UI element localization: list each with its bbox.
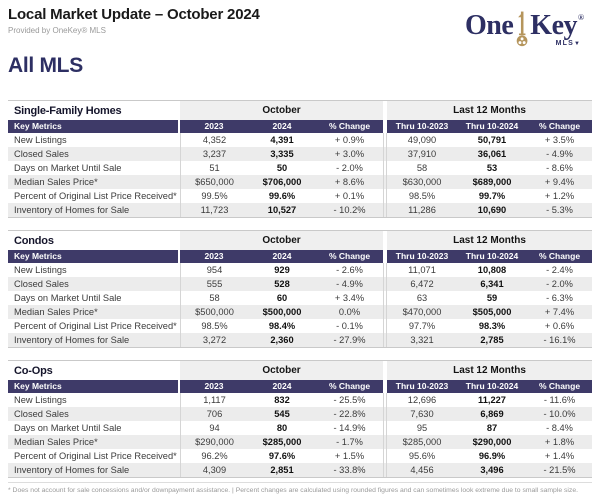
key-metrics-header: Key Metrics <box>8 120 180 133</box>
ytd-2024-cell: 36,061 <box>477 149 507 159</box>
oct-2024-cell: 832 <box>274 395 290 405</box>
ytd-2024-cell: 6,869 <box>480 409 504 419</box>
col-2024-header: 2024 <box>248 380 316 393</box>
metric-cell: Percent of Original List Price Received* <box>14 451 177 461</box>
col-oct-change-header: % Change <box>316 120 383 133</box>
oct-2024-cell: 2,851 <box>270 465 294 475</box>
logo-word-one: One <box>465 10 514 41</box>
ytd-change-cell: - 16.1% <box>543 335 576 345</box>
oct-2023-cell: $500,000 <box>180 305 248 319</box>
oct-change-cell: - 2.0% <box>336 163 363 173</box>
col-2023-header: 2023 <box>180 250 248 263</box>
report-title: Local Market Update – October 2024 <box>8 6 260 23</box>
oct-2023-cell: 11,723 <box>180 203 248 217</box>
table-group-header-row <box>8 100 592 120</box>
table-row <box>8 393 592 407</box>
metric-cell: Median Sales Price* <box>14 177 98 187</box>
oct-2024-cell: 60 <box>276 293 288 303</box>
oct-2024-cell: $706,000 <box>262 177 302 187</box>
ytd-change-cell: + 1.4% <box>544 451 575 461</box>
col-oct-change-header: % Change <box>316 250 383 263</box>
oct-2024-cell: 99.6% <box>268 191 296 201</box>
ytd-2024-cell: 2,785 <box>480 335 504 345</box>
oct-2024-cell: 97.6% <box>268 451 296 461</box>
metric-cell: Days on Market Until Sale <box>14 423 122 433</box>
oct-2023-cell: 1,117 <box>180 393 248 407</box>
table-rows <box>8 263 592 347</box>
key-metrics-header: Key Metrics <box>8 250 180 263</box>
col-thru-2024-header: Thru 10-2024 <box>457 120 527 133</box>
october-group-header: October <box>180 231 383 251</box>
metric-cell: New Listings <box>14 265 67 275</box>
table-row <box>8 421 592 435</box>
ytd-2023-cell: 3,321 <box>410 335 434 345</box>
oct-change-cell: - 10.2% <box>333 205 366 215</box>
ytd-2023-cell: $470,000 <box>402 307 442 317</box>
ytd-2023-cell: 7,630 <box>410 409 434 419</box>
oct-2024-cell: 528 <box>274 279 290 289</box>
october-group-header: October <box>180 361 383 381</box>
metric-cell: Percent of Original List Price Received* <box>14 191 177 201</box>
metric-cell: Inventory of Homes for Sale <box>14 465 130 475</box>
metric-cell: Median Sales Price* <box>14 437 98 447</box>
last-12-months-group-header: Last 12 Months <box>387 361 592 381</box>
oct-change-cell: + 3.4% <box>334 293 365 303</box>
oct-2024-cell: 3,335 <box>270 149 294 159</box>
oct-change-cell: + 1.5% <box>334 451 365 461</box>
table-row <box>8 449 592 463</box>
col-thru-2024-header: Thru 10-2024 <box>457 380 527 393</box>
oct-change-cell: + 0.9% <box>334 135 365 145</box>
table-row <box>8 319 592 333</box>
report-header <box>8 6 592 78</box>
col-thru-2023-header: Thru 10-2023 <box>387 250 457 263</box>
region-title: All MLS <box>8 54 83 77</box>
oct-change-cell: - 14.9% <box>333 423 366 433</box>
ytd-change-cell: + 1.2% <box>544 191 575 201</box>
market-table <box>8 230 592 348</box>
table-column-header-row <box>8 380 592 393</box>
oct-2024-cell: 4,391 <box>270 135 294 145</box>
ytd-2024-cell: $290,000 <box>472 437 512 447</box>
table-row <box>8 463 592 477</box>
onekey-logo <box>465 8 584 44</box>
oct-change-cell: - 1.7% <box>336 437 363 447</box>
oct-2024-cell: 50 <box>276 163 288 173</box>
table-row <box>8 161 592 175</box>
table-column-header-row <box>8 250 592 263</box>
col-2023-header: 2023 <box>180 380 248 393</box>
col-2024-header: 2024 <box>248 120 316 133</box>
ytd-2024-cell: 87 <box>486 423 498 433</box>
table-column-header-row <box>8 120 592 133</box>
ytd-change-cell: - 6.3% <box>546 293 573 303</box>
ytd-2024-cell: $505,000 <box>472 307 512 317</box>
table-row <box>8 435 592 449</box>
metric-cell: Inventory of Homes for Sale <box>14 335 130 345</box>
ytd-2023-cell: 11,071 <box>408 265 436 275</box>
ytd-2023-cell: 11,286 <box>408 205 436 215</box>
oct-2023-cell: 58 <box>180 291 248 305</box>
oct-2024-cell: $500,000 <box>262 307 302 317</box>
ytd-change-cell: + 3.5% <box>544 135 575 145</box>
ytd-change-cell: - 4.9% <box>546 149 573 159</box>
metric-cell: Median Sales Price* <box>14 307 98 317</box>
oct-change-cell: - 22.8% <box>333 409 366 419</box>
metric-cell: Inventory of Homes for Sale <box>14 205 130 215</box>
ytd-change-cell: + 7.4% <box>544 307 575 317</box>
oct-2023-cell: 4,352 <box>180 133 248 147</box>
col-oct-change-header: % Change <box>316 380 383 393</box>
ytd-2023-cell: 12,696 <box>407 395 437 405</box>
ytd-change-cell: - 10.0% <box>543 409 576 419</box>
ytd-change-cell: - 8.6% <box>546 163 573 173</box>
table-row <box>8 333 592 347</box>
ytd-change-cell: + 0.6% <box>544 321 575 331</box>
col-thru-2024-header: Thru 10-2024 <box>457 250 527 263</box>
oct-2024-cell: 929 <box>274 265 290 275</box>
key-metrics-header: Key Metrics <box>8 380 180 393</box>
ytd-2024-cell: 10,808 <box>477 265 507 275</box>
col-thru-2023-header: Thru 10-2023 <box>387 120 457 133</box>
metric-cell: New Listings <box>14 135 67 145</box>
key-icon <box>514 11 529 47</box>
registered-mark: ® <box>578 12 584 22</box>
col-ytd-change-header: % Change <box>527 380 592 393</box>
ytd-2023-cell: 63 <box>416 293 428 303</box>
metric-cell: New Listings <box>14 395 67 405</box>
oct-2023-cell: 51 <box>180 161 248 175</box>
oct-2024-cell: $285,000 <box>262 437 302 447</box>
oct-change-cell: + 3.0% <box>334 149 365 159</box>
ytd-2023-cell: 6,472 <box>410 279 434 289</box>
col-2023-header: 2023 <box>180 120 248 133</box>
ytd-2023-cell: $285,000 <box>402 437 442 447</box>
oct-change-cell: - 27.9% <box>333 335 366 345</box>
metric-cell: Closed Sales <box>14 279 69 289</box>
oct-2023-cell: 94 <box>180 421 248 435</box>
oct-2023-cell: 555 <box>180 277 248 291</box>
ytd-2023-cell: $630,000 <box>402 177 442 187</box>
ytd-2024-cell: 50,791 <box>477 135 507 145</box>
logo-mls-label <box>556 40 580 47</box>
table-group-header-row <box>8 360 592 380</box>
oct-change-cell: - 33.8% <box>333 465 366 475</box>
col-2024-header: 2024 <box>248 250 316 263</box>
table-row <box>8 291 592 305</box>
ytd-2024-cell: 11,227 <box>478 395 506 405</box>
ytd-change-cell: - 2.0% <box>546 279 573 289</box>
ytd-2024-cell: 3,496 <box>480 465 504 475</box>
ytd-2024-cell: 6,341 <box>480 279 504 289</box>
oct-2023-cell: 96.2% <box>180 449 248 463</box>
ytd-change-cell: - 11.6% <box>543 395 576 405</box>
oct-2023-cell: $290,000 <box>180 435 248 449</box>
last-12-months-group-header: Last 12 Months <box>387 231 592 251</box>
oct-change-cell: + 8.6% <box>334 177 365 187</box>
col-ytd-change-header: % Change <box>527 120 592 133</box>
table-row <box>8 263 592 277</box>
ytd-2023-cell: 95 <box>416 423 428 433</box>
ytd-2024-cell: 98.3% <box>478 321 506 331</box>
oct-2023-cell: $650,000 <box>180 175 248 189</box>
table-row <box>8 305 592 319</box>
logo-arrow-icon: ▼ <box>574 41 580 47</box>
oct-2023-cell: 4,309 <box>180 463 248 477</box>
table-rows <box>8 133 592 217</box>
oct-2023-cell: 3,272 <box>180 333 248 347</box>
oct-2024-cell: 545 <box>274 409 290 419</box>
section-title: Condos <box>14 235 54 247</box>
logo-word-key: Key <box>530 10 578 41</box>
report-footnote: * Does not account for sale concessions and/or downpayment assistance. | Percent changes are calculated using rounded figures and can sometimes look extreme due to small sample size. <box>8 482 592 495</box>
table-row <box>8 189 592 203</box>
last-12-months-group-header: Last 12 Months <box>387 101 592 121</box>
metric-cell: Closed Sales <box>14 149 69 159</box>
metric-cell: Days on Market Until Sale <box>14 293 122 303</box>
table-group-header-row <box>8 230 592 250</box>
market-table <box>8 360 592 478</box>
ytd-change-cell: + 1.8% <box>544 437 575 447</box>
oct-2023-cell: 954 <box>180 263 248 277</box>
oct-2023-cell: 99.5% <box>180 189 248 203</box>
oct-2024-cell: 10,527 <box>267 205 297 215</box>
ytd-2023-cell: 49,090 <box>407 135 437 145</box>
report-subtitle: Provided by OneKey® MLS <box>8 26 106 35</box>
oct-change-cell: - 25.5% <box>333 395 366 405</box>
oct-change-cell: - 4.9% <box>336 279 363 289</box>
oct-change-cell: 0.0% <box>338 307 361 317</box>
oct-2024-cell: 80 <box>276 423 288 433</box>
table-row <box>8 407 592 421</box>
col-thru-2023-header: Thru 10-2023 <box>387 380 457 393</box>
ytd-2024-cell: $689,000 <box>472 177 512 187</box>
ytd-2023-cell: 95.6% <box>408 451 436 461</box>
oct-2023-cell: 98.5% <box>180 319 248 333</box>
market-table <box>8 100 592 218</box>
oct-2023-cell: 3,237 <box>180 147 248 161</box>
ytd-change-cell: - 8.4% <box>546 423 573 433</box>
ytd-2023-cell: 58 <box>416 163 428 173</box>
ytd-2024-cell: 59 <box>486 293 498 303</box>
market-tables <box>8 100 592 478</box>
table-rows <box>8 393 592 477</box>
oct-change-cell: - 0.1% <box>336 321 363 331</box>
ytd-2023-cell: 4,456 <box>410 465 434 475</box>
ytd-2024-cell: 10,690 <box>477 205 507 215</box>
oct-2024-cell: 98.4% <box>268 321 296 331</box>
table-row <box>8 147 592 161</box>
table-row <box>8 175 592 189</box>
ytd-2023-cell: 98.5% <box>408 191 436 201</box>
table-row <box>8 203 592 217</box>
ytd-change-cell: + 9.4% <box>544 177 575 187</box>
section-title: Single-Family Homes <box>14 105 122 117</box>
col-ytd-change-header: % Change <box>527 250 592 263</box>
metric-cell: Percent of Original List Price Received* <box>14 321 177 331</box>
ytd-change-cell: - 21.5% <box>543 465 576 475</box>
metric-cell: Closed Sales <box>14 409 69 419</box>
october-group-header: October <box>180 101 383 121</box>
ytd-2023-cell: 37,910 <box>407 149 437 159</box>
metric-cell: Days on Market Until Sale <box>14 163 122 173</box>
oct-2023-cell: 706 <box>180 407 248 421</box>
ytd-2024-cell: 96.9% <box>478 451 506 461</box>
oct-2024-cell: 2,360 <box>270 335 294 345</box>
logo-mls-text: MLS <box>555 40 575 47</box>
ytd-2024-cell: 99.7% <box>478 191 506 201</box>
table-row <box>8 133 592 147</box>
ytd-change-cell: - 5.3% <box>546 205 573 215</box>
oct-change-cell: - 2.6% <box>336 265 363 275</box>
ytd-change-cell: - 2.4% <box>546 265 573 275</box>
ytd-2024-cell: 53 <box>486 163 498 173</box>
section-title: Co-Ops <box>14 365 53 377</box>
ytd-2023-cell: 97.7% <box>408 321 436 331</box>
table-row <box>8 277 592 291</box>
oct-change-cell: + 0.1% <box>334 191 365 201</box>
